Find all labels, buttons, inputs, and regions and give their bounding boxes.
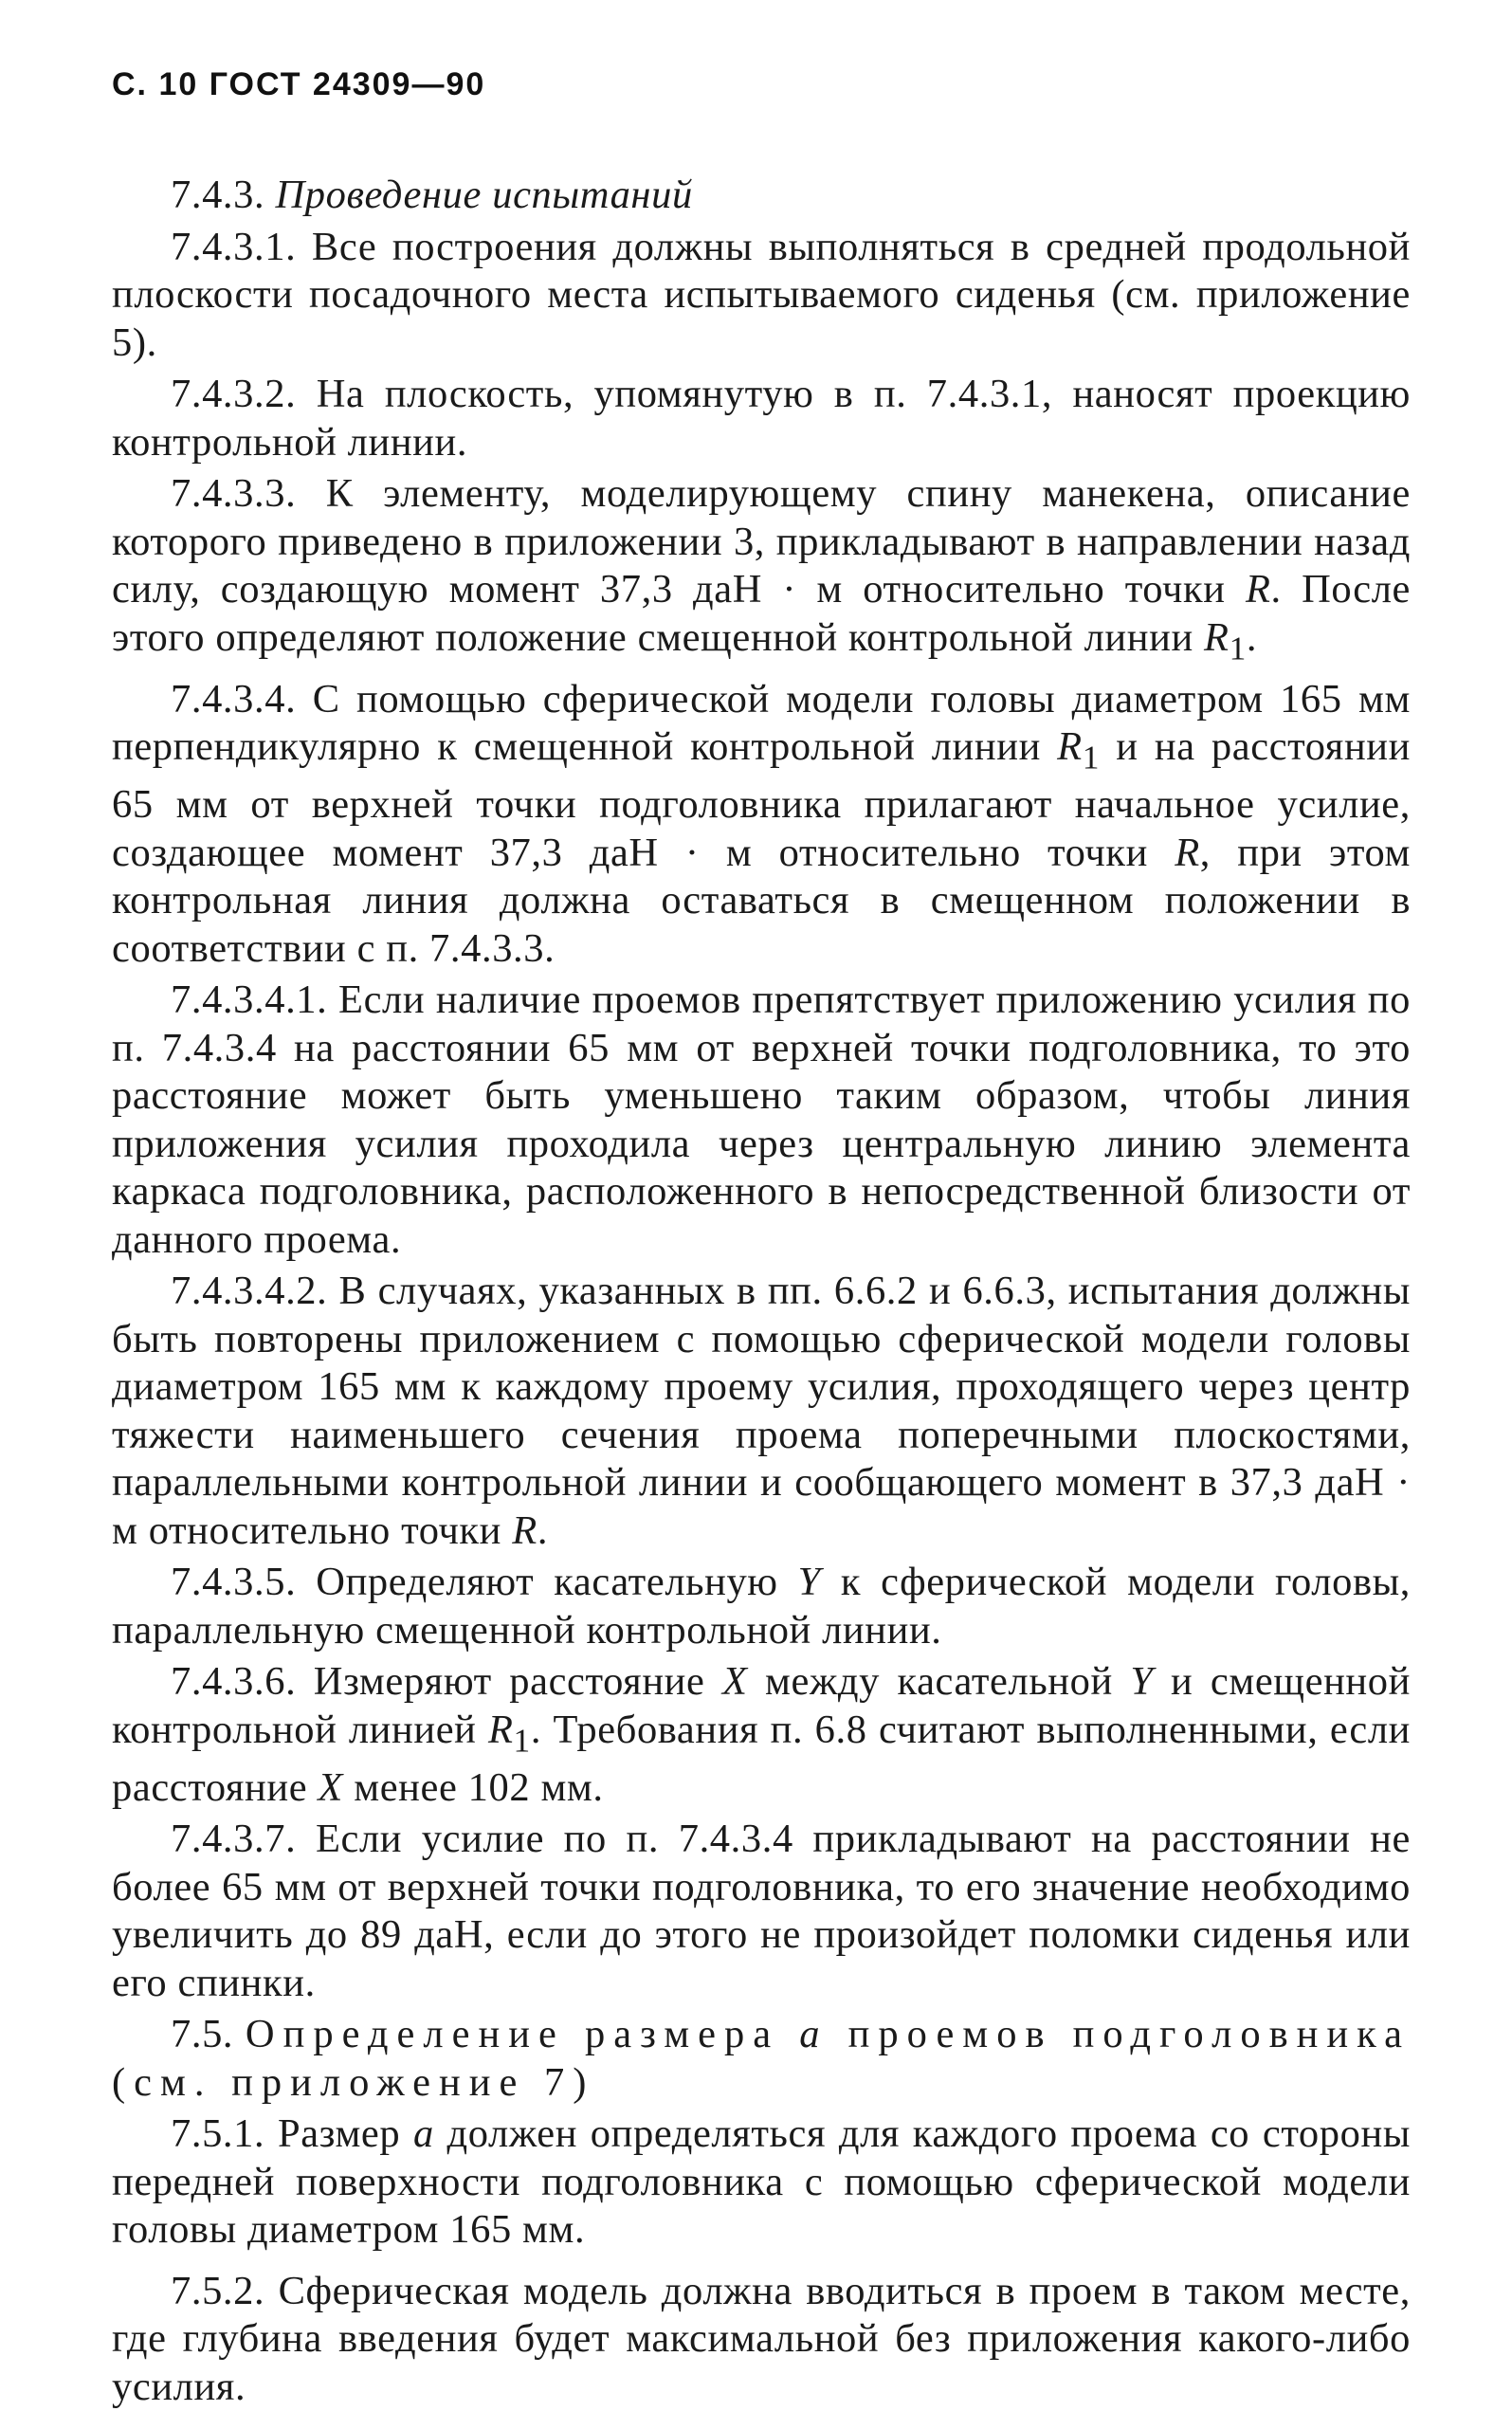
symbol-r: R	[1246, 567, 1271, 612]
paragraph-text: На плоскость, упомянутую в п. 7.4.3.1, наносят проекцию контрольной линии.	[112, 372, 1411, 465]
paragraph-text: К элементу, моделирующему спину манекена, описание которого приведено в приложении 3, прикладывают в направлении назад силу, создающую момент 37,3 даН · м относительно точки	[112, 471, 1411, 612]
symbol-x: X	[722, 1659, 748, 1704]
paragraph-7-4-3-4-1	[112, 977, 1411, 1264]
paragraph-text: В случаях, указанных в пп. 6.6.2 и 6.6.3, испытания должны быть повторены приложением с помощью сферической модели головы диаметром 165 мм к каждому проему усилия, проходящего через центр тяжести наименьшего сечения проема поперечными плоскостями, параллельными контрольной линии и сообщающего момент в 37,3 даН · м относительно точки	[112, 1269, 1411, 1553]
paragraph-7-4-3-3	[112, 470, 1411, 672]
paragraph-number: 7.4.3.5.	[171, 1560, 296, 1604]
paragraph-text: . После этого определяют положение смещенной контрольной линии	[112, 567, 1411, 660]
paragraph-text: должен определяться для каждого проема со стороны передней поверхности подголовника с помощью сферической модели головы диаметром 165 мм.	[112, 2111, 1411, 2252]
symbol-r1: R	[1057, 724, 1083, 769]
paragraph-number: 7.4.3.6.	[171, 1659, 296, 1704]
paragraph-text: Все построения должны выполняться в средней продольной плоскости посадочного места испытываемого сиденья (см. приложение 5).	[112, 225, 1411, 365]
paragraph-number: 7.5.1.	[171, 2111, 264, 2156]
section-title: Проведение испытаний	[275, 173, 692, 217]
paragraph-number: 7.4.3.7.	[171, 1817, 296, 1861]
paragraph-text: .	[1247, 615, 1257, 660]
symbol-a: a	[799, 2012, 828, 2056]
section-heading-7-5	[112, 2011, 1411, 2107]
paragraph-number: 7.4.3.1.	[171, 225, 296, 269]
symbol-r: R	[1175, 831, 1200, 875]
paragraph-number: 7.4.3.3.	[171, 471, 296, 516]
section-title: Определение размера	[246, 2012, 799, 2056]
paragraph-text: и на расстоянии 65 мм от верхней точки подголовника прилагают начальное усилие, создающее момент 37,3 даН · м относительно точки	[112, 724, 1411, 875]
paragraph-text: . Требования п. 6.8 считают выполненными, если расстояние	[112, 1708, 1411, 1810]
section-number: 7.4.3.	[171, 173, 264, 217]
paragraph-7-4-3-4-2	[112, 1268, 1411, 1555]
symbol-r: R	[512, 1508, 537, 1553]
paragraph-7-5-2	[112, 2268, 1411, 2411]
paragraph-number: 7.4.3.4.	[171, 677, 296, 721]
paragraph-7-4-3-1	[112, 224, 1411, 368]
symbol-a: a	[413, 2111, 434, 2156]
symbol-x: X	[318, 1765, 343, 1810]
subscript-1: 1	[1083, 739, 1100, 776]
section-title: проемов подголовника (см. приложение 7)	[112, 2012, 1411, 2105]
paragraph-text: Размер	[278, 2111, 413, 2156]
paragraph-number: 7.5.2.	[171, 2269, 264, 2313]
subscript-1: 1	[1230, 629, 1247, 667]
paragraph-text: Если наличие проемов препятствует приложению усилия по п. 7.4.3.4 на расстоянии 65 мм от верхней точки подголовника, то это расстояние может быть уменьшено таким образом, чтобы линия приложения усилия проходила через центральную линию элемента каркаса подголовника, расположенного в непосредственной близости от данного проема.	[112, 977, 1411, 1262]
running-head: С. 10 ГОСТ 24309—90	[112, 66, 1411, 103]
paragraph-7-4-3-4	[112, 676, 1411, 974]
subscript-1: 1	[514, 1721, 531, 1759]
paragraph-text: Измеряют расстояние	[314, 1659, 722, 1704]
paragraph-text: к сферической модели головы, параллельную смещенной контрольной линии.	[112, 1560, 1411, 1653]
paragraph-number: 7.4.3.2.	[171, 372, 296, 416]
paragraph-text: менее 102 мм.	[343, 1765, 604, 1810]
paragraph-7-4-3-2	[112, 371, 1411, 466]
paragraph-text: между касательной	[748, 1659, 1131, 1704]
paragraph-text: С помощью сферической модели головы диаметром 165 мм перпендикулярно к смещенной контрольной линии	[112, 677, 1411, 770]
section-number: 7.5.	[171, 2012, 233, 2056]
paragraph-text: , при этом контрольная линия должна оставаться в смещенном положении в соответствии с п. 7.4.3.3.	[112, 831, 1411, 971]
symbol-y: Y	[798, 1560, 821, 1604]
paragraph-7-5-1	[112, 2110, 1411, 2255]
document-page	[112, 66, 1411, 2411]
paragraph-7-4-3-5	[112, 1559, 1411, 1654]
paragraph-text: Если усилие по п. 7.4.3.4 прикладывают на расстоянии не более 65 мм от верхней точки подголовника, то его значение необходимо увеличить до 89 даН, если до этого не произойдет поломки сиденья или его спинки.	[112, 1817, 1411, 2005]
paragraph-number: 7.4.3.4.1.	[171, 977, 327, 1022]
paragraph-7-4-3-7	[112, 1816, 1411, 2007]
symbol-r1: R	[1204, 615, 1230, 660]
paragraph-text: Определяют касательную	[316, 1560, 797, 1604]
paragraph-number: 7.4.3.4.2.	[171, 1269, 327, 1313]
paragraph-text: .	[537, 1508, 548, 1553]
paragraph-text: Сферическая модель должна вводиться в проем в таком месте, где глубина введения будет максимальной без приложения какого-либо усилия.	[112, 2269, 1411, 2409]
paragraph-text: и смещенной контрольной линией	[112, 1659, 1411, 1752]
section-heading-7-4-3	[112, 172, 1411, 220]
paragraph-7-4-3-6	[112, 1658, 1411, 1812]
symbol-r1: R	[488, 1708, 514, 1752]
symbol-y: Y	[1130, 1659, 1153, 1704]
